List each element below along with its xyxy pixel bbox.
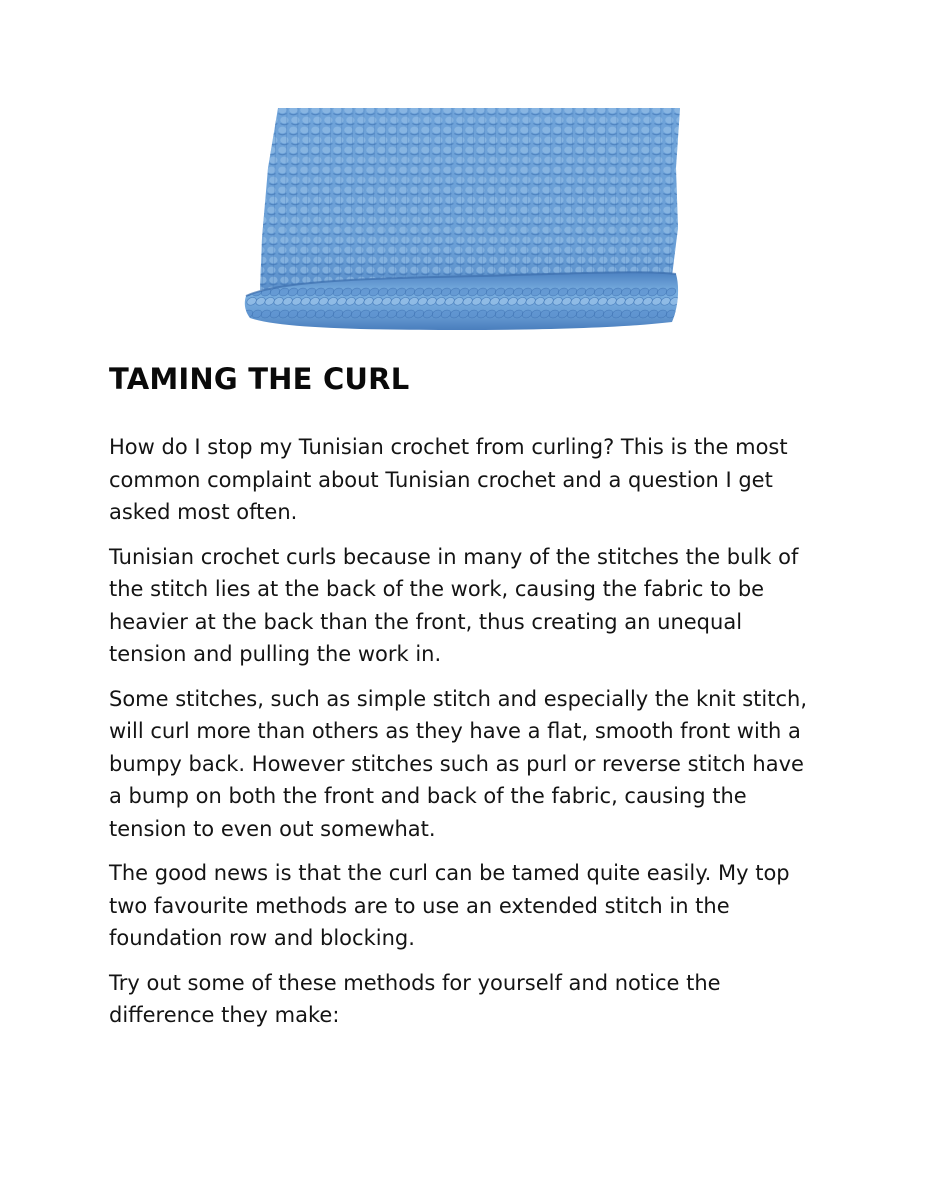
paragraph-5: Try out some of these methods for yourself and notice the difference they make: [109,970,721,1027]
paragraph-2: Tunisian crochet curls because in many of the stitches the bulk of the stitch lies at the back of the work, causing the fabric to be heavier at the back than the front, thus creating an unequal tension and pulling the work in. [109,544,799,666]
article-body [109,431,819,1044]
paragraph-4: The good news is that the curl can be tamed quite easily. My top two favourite methods are to use an extended stitch in the foundation row and blocking. [109,861,790,950]
crochet-swatch-image [240,108,686,334]
page-title: TAMING THE CURL [109,362,410,396]
paragraph-1: How do I stop my Tunisian crochet from curling? This is the most common complaint about Tunisian crochet and a question I get asked most often. [109,435,788,524]
crochet-swatch-illustration [240,108,686,334]
paragraph-3: Some stitches, such as simple stitch and especially the knit stitch, will curl more than others as they have a flat, smooth front with a bumpy back. However stitches such as purl or reverse stitch have a bump on both the front and back of the fabric, causing the tension to even out somewhat. [109,686,808,841]
